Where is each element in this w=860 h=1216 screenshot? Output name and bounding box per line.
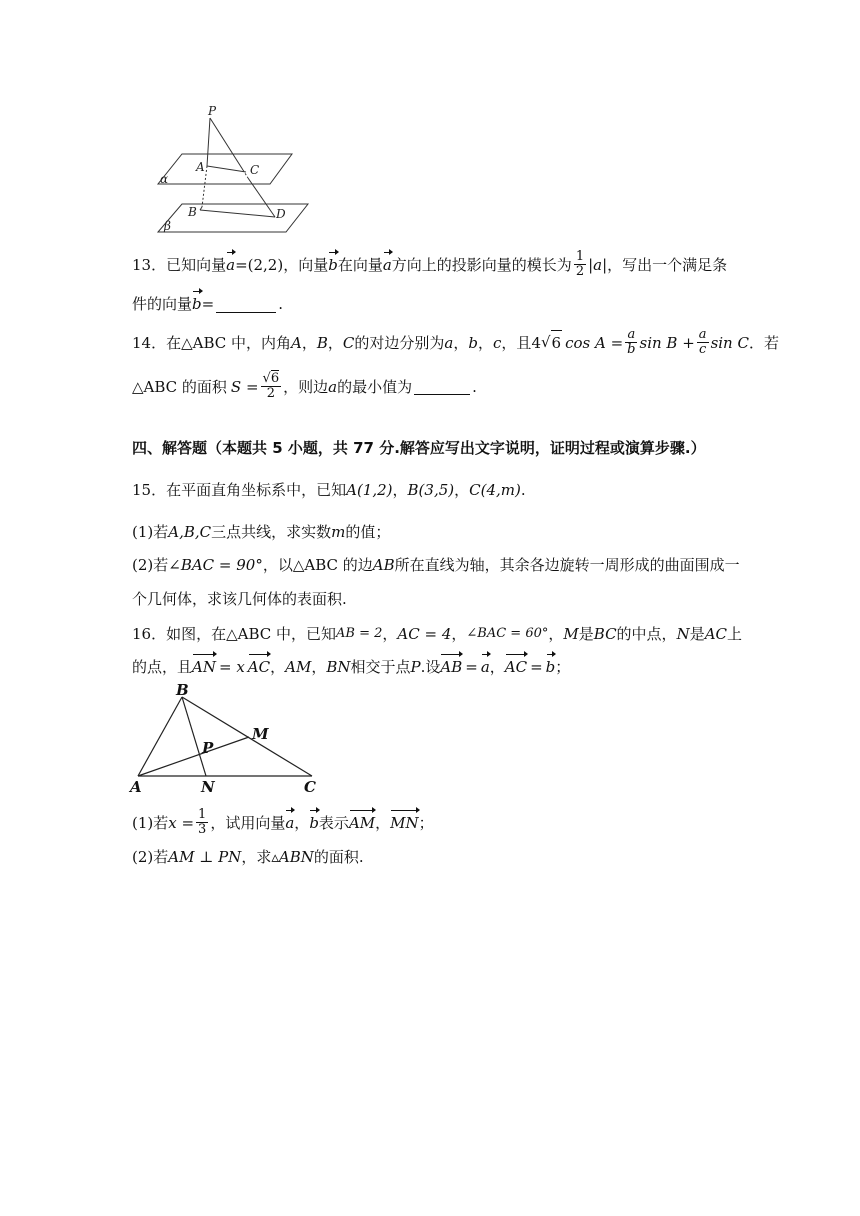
q15-text: 在平面直角坐标系中，已知: [166, 481, 347, 499]
q14-text: .: [472, 377, 477, 396]
q15-number: 15．: [132, 481, 167, 499]
var-c: c: [493, 333, 502, 352]
perpendicular-condition: AM ⊥ PN: [168, 848, 242, 866]
q15-text: ，以△ABC 的边: [262, 556, 373, 574]
label-C: C: [250, 163, 260, 177]
q13-text: ，向量: [283, 255, 329, 274]
q13-line2: [132, 292, 283, 316]
q14-text: ，: [453, 333, 469, 352]
var-A: A: [291, 333, 302, 352]
var-P: P: [410, 658, 421, 676]
q15-part2: [132, 553, 740, 577]
q14-line1: [132, 328, 779, 357]
label-alpha: α: [160, 172, 169, 186]
vector-b: b: [328, 253, 338, 277]
q15-part1: [132, 520, 390, 544]
area-S: S =: [230, 377, 259, 396]
q14-text: △ABC 的面积: [132, 377, 227, 396]
vector-b: b: [546, 655, 556, 679]
q15-text: (1)若: [132, 523, 169, 541]
label-beta: β: [164, 219, 171, 233]
label-D: D: [276, 207, 286, 221]
q16-text: ，: [451, 625, 467, 643]
q16-line2: [132, 655, 570, 679]
vector-AC: AC: [505, 655, 527, 679]
q16-text: 如图，在△ABC 中，已知: [166, 625, 337, 643]
q13-text: 在向量: [337, 255, 383, 274]
var-a: a: [328, 377, 338, 396]
vector-a: a: [226, 253, 235, 277]
angle-BAC: ∠BAC = 90°: [168, 556, 263, 574]
q13-text: 方向上的投影向量的模长为: [391, 255, 572, 274]
q16-text: 相交于点: [350, 658, 411, 676]
q14-number: 14．: [132, 333, 167, 352]
q13-number: 13．: [132, 255, 167, 274]
q15-text: 的值；: [345, 523, 391, 541]
triangle-figure: [128, 682, 328, 794]
var-C: C: [342, 333, 355, 352]
x-eq: x =: [168, 813, 195, 832]
q14-text: 在△ABC 中，内角: [166, 333, 292, 352]
q13-text: 件的向量: [132, 295, 193, 313]
q16-text: =: [465, 658, 478, 676]
q14-text: ，: [478, 333, 494, 352]
q13-text: .: [278, 295, 283, 313]
label-B: B: [188, 205, 197, 219]
sqrt-6: √ 6: [541, 330, 562, 355]
q14-text: 的对边分别为: [354, 333, 445, 352]
cos-A: cos A =: [565, 333, 624, 352]
q14-text: ，: [301, 333, 317, 352]
fraction-a-over-c: $\frac{a}{c}$: [698, 327, 707, 357]
var-N: N: [676, 625, 690, 643]
q16-text: ，: [382, 625, 398, 643]
seg-BN: BN: [326, 658, 351, 676]
vector-AN: AN: [192, 655, 216, 679]
side-AC: AC: [704, 625, 728, 643]
q16-text: ，: [311, 658, 327, 676]
points-ABC: A,B,C: [168, 523, 212, 541]
q15-part2-line2: [132, 587, 347, 611]
section-title-text: 四、解答题（本题共 5 小题，共 77 分.解答应写出文字说明，证明过程或演算步骤.）: [132, 439, 706, 457]
q15-text: 所在直线为轴，其余各边旋转一周形成的曲面围成一: [394, 556, 740, 574]
q15-text: .: [520, 481, 526, 499]
q16-text: 的点，且: [132, 658, 193, 676]
q16-text: ，: [489, 658, 505, 676]
sin-B: sin B +: [639, 333, 695, 352]
ab-value: AB = 2: [336, 626, 383, 641]
q13-text: 已知向量: [166, 255, 227, 274]
q14-text: 的最小值为: [337, 377, 413, 396]
q16-text: .设: [420, 658, 441, 676]
q16-text: ，: [548, 625, 564, 643]
seg-AM: AM: [285, 658, 312, 676]
q16-text: 是: [689, 625, 705, 643]
q16-text: 的中点，: [616, 625, 677, 643]
q16-text: 表示: [318, 813, 349, 832]
var-B: B: [316, 333, 328, 352]
label-N: N: [201, 778, 215, 794]
q16-text: ，: [375, 813, 391, 832]
q16-number: 16．: [132, 625, 167, 643]
label-P: P: [208, 104, 217, 118]
triangle-ABN: ▵ABN: [271, 848, 314, 866]
fraction-one-third: $\frac{1}{3}$: [198, 807, 207, 837]
q15-text: ，: [454, 481, 470, 499]
q13-text: ，写出一个满足条: [607, 255, 728, 274]
q13-text: =: [201, 295, 215, 313]
side-BC: BC: [593, 625, 617, 643]
q15-text: 个几何体，求该几何体的表面积.: [132, 590, 347, 608]
q15-line1: [132, 478, 526, 502]
eq-x: = x: [218, 658, 245, 676]
point-B: B(3,5): [407, 481, 455, 499]
q14-text: ，: [327, 333, 343, 352]
q16-text: ；: [418, 813, 434, 832]
vector-AM: AM: [349, 811, 375, 835]
q14-text: ，且: [501, 333, 532, 352]
q16-text: ，求: [241, 848, 272, 866]
q13-line1: [132, 250, 727, 279]
label-A: A: [130, 778, 142, 794]
var-b: b: [468, 333, 478, 352]
vector-b: b: [192, 292, 202, 316]
fraction-half: $\frac{1}{2}$: [575, 249, 585, 279]
q16-text: =: [530, 658, 543, 676]
sin-C: sin C: [710, 333, 749, 352]
q13-a-value: =(2,2): [235, 255, 284, 274]
q16-line1: [132, 622, 742, 646]
side-AB: AB: [372, 556, 395, 574]
vector-a: a: [285, 811, 294, 835]
q16-part2: [132, 845, 364, 869]
label-P: P: [202, 739, 214, 757]
point-A: A(1,2): [346, 481, 393, 499]
var-a: a: [444, 333, 454, 352]
q16-text: ，试用向量: [210, 813, 286, 832]
q16-text: (1)若: [132, 813, 169, 832]
answer-blank: [216, 296, 276, 313]
q15-text: (2)若: [132, 556, 169, 574]
planes-figure: [150, 104, 320, 234]
section-title: [132, 436, 706, 460]
fraction-a-over-b: $\frac{a}{b}$: [627, 327, 636, 357]
q16-part1: [132, 808, 434, 837]
q14-line2: [132, 372, 477, 401]
q16-text: ，: [270, 658, 286, 676]
var-m: m: [331, 523, 346, 541]
fraction-sqrt6-over-2: $\frac{√6}{2}$: [262, 371, 280, 401]
point-C: C(4,m): [469, 481, 521, 499]
label-B: B: [176, 682, 189, 699]
q16-text: 上: [727, 625, 743, 643]
vector-a: a: [383, 253, 392, 277]
norm-a: |a|: [588, 255, 608, 274]
coefficient: 4: [531, 333, 541, 352]
q16-text: 是: [578, 625, 594, 643]
vector-MN: MN: [390, 811, 418, 835]
answer-blank: [414, 378, 470, 395]
vector-AC: AC: [248, 655, 270, 679]
vector-a: a: [481, 655, 490, 679]
label-A: A: [196, 160, 205, 174]
q14-text: ．若: [748, 333, 779, 352]
label-C: C: [304, 778, 316, 794]
q16-text: ；: [555, 658, 571, 676]
q16-text: ，: [294, 813, 310, 832]
ac-value: AC = 4: [397, 625, 452, 643]
label-M: M: [252, 725, 269, 743]
q16-text: 的面积.: [313, 848, 364, 866]
q15-text: 三点共线，求实数: [211, 523, 332, 541]
q14-text: ，则边: [283, 377, 329, 396]
var-M: M: [563, 625, 579, 643]
q15-text: ，: [392, 481, 408, 499]
vector-AB: AB: [440, 655, 462, 679]
q16-text: (2)若: [132, 848, 169, 866]
angle-value: ∠BAC = 60°: [466, 626, 549, 641]
vector-b: b: [309, 811, 319, 835]
